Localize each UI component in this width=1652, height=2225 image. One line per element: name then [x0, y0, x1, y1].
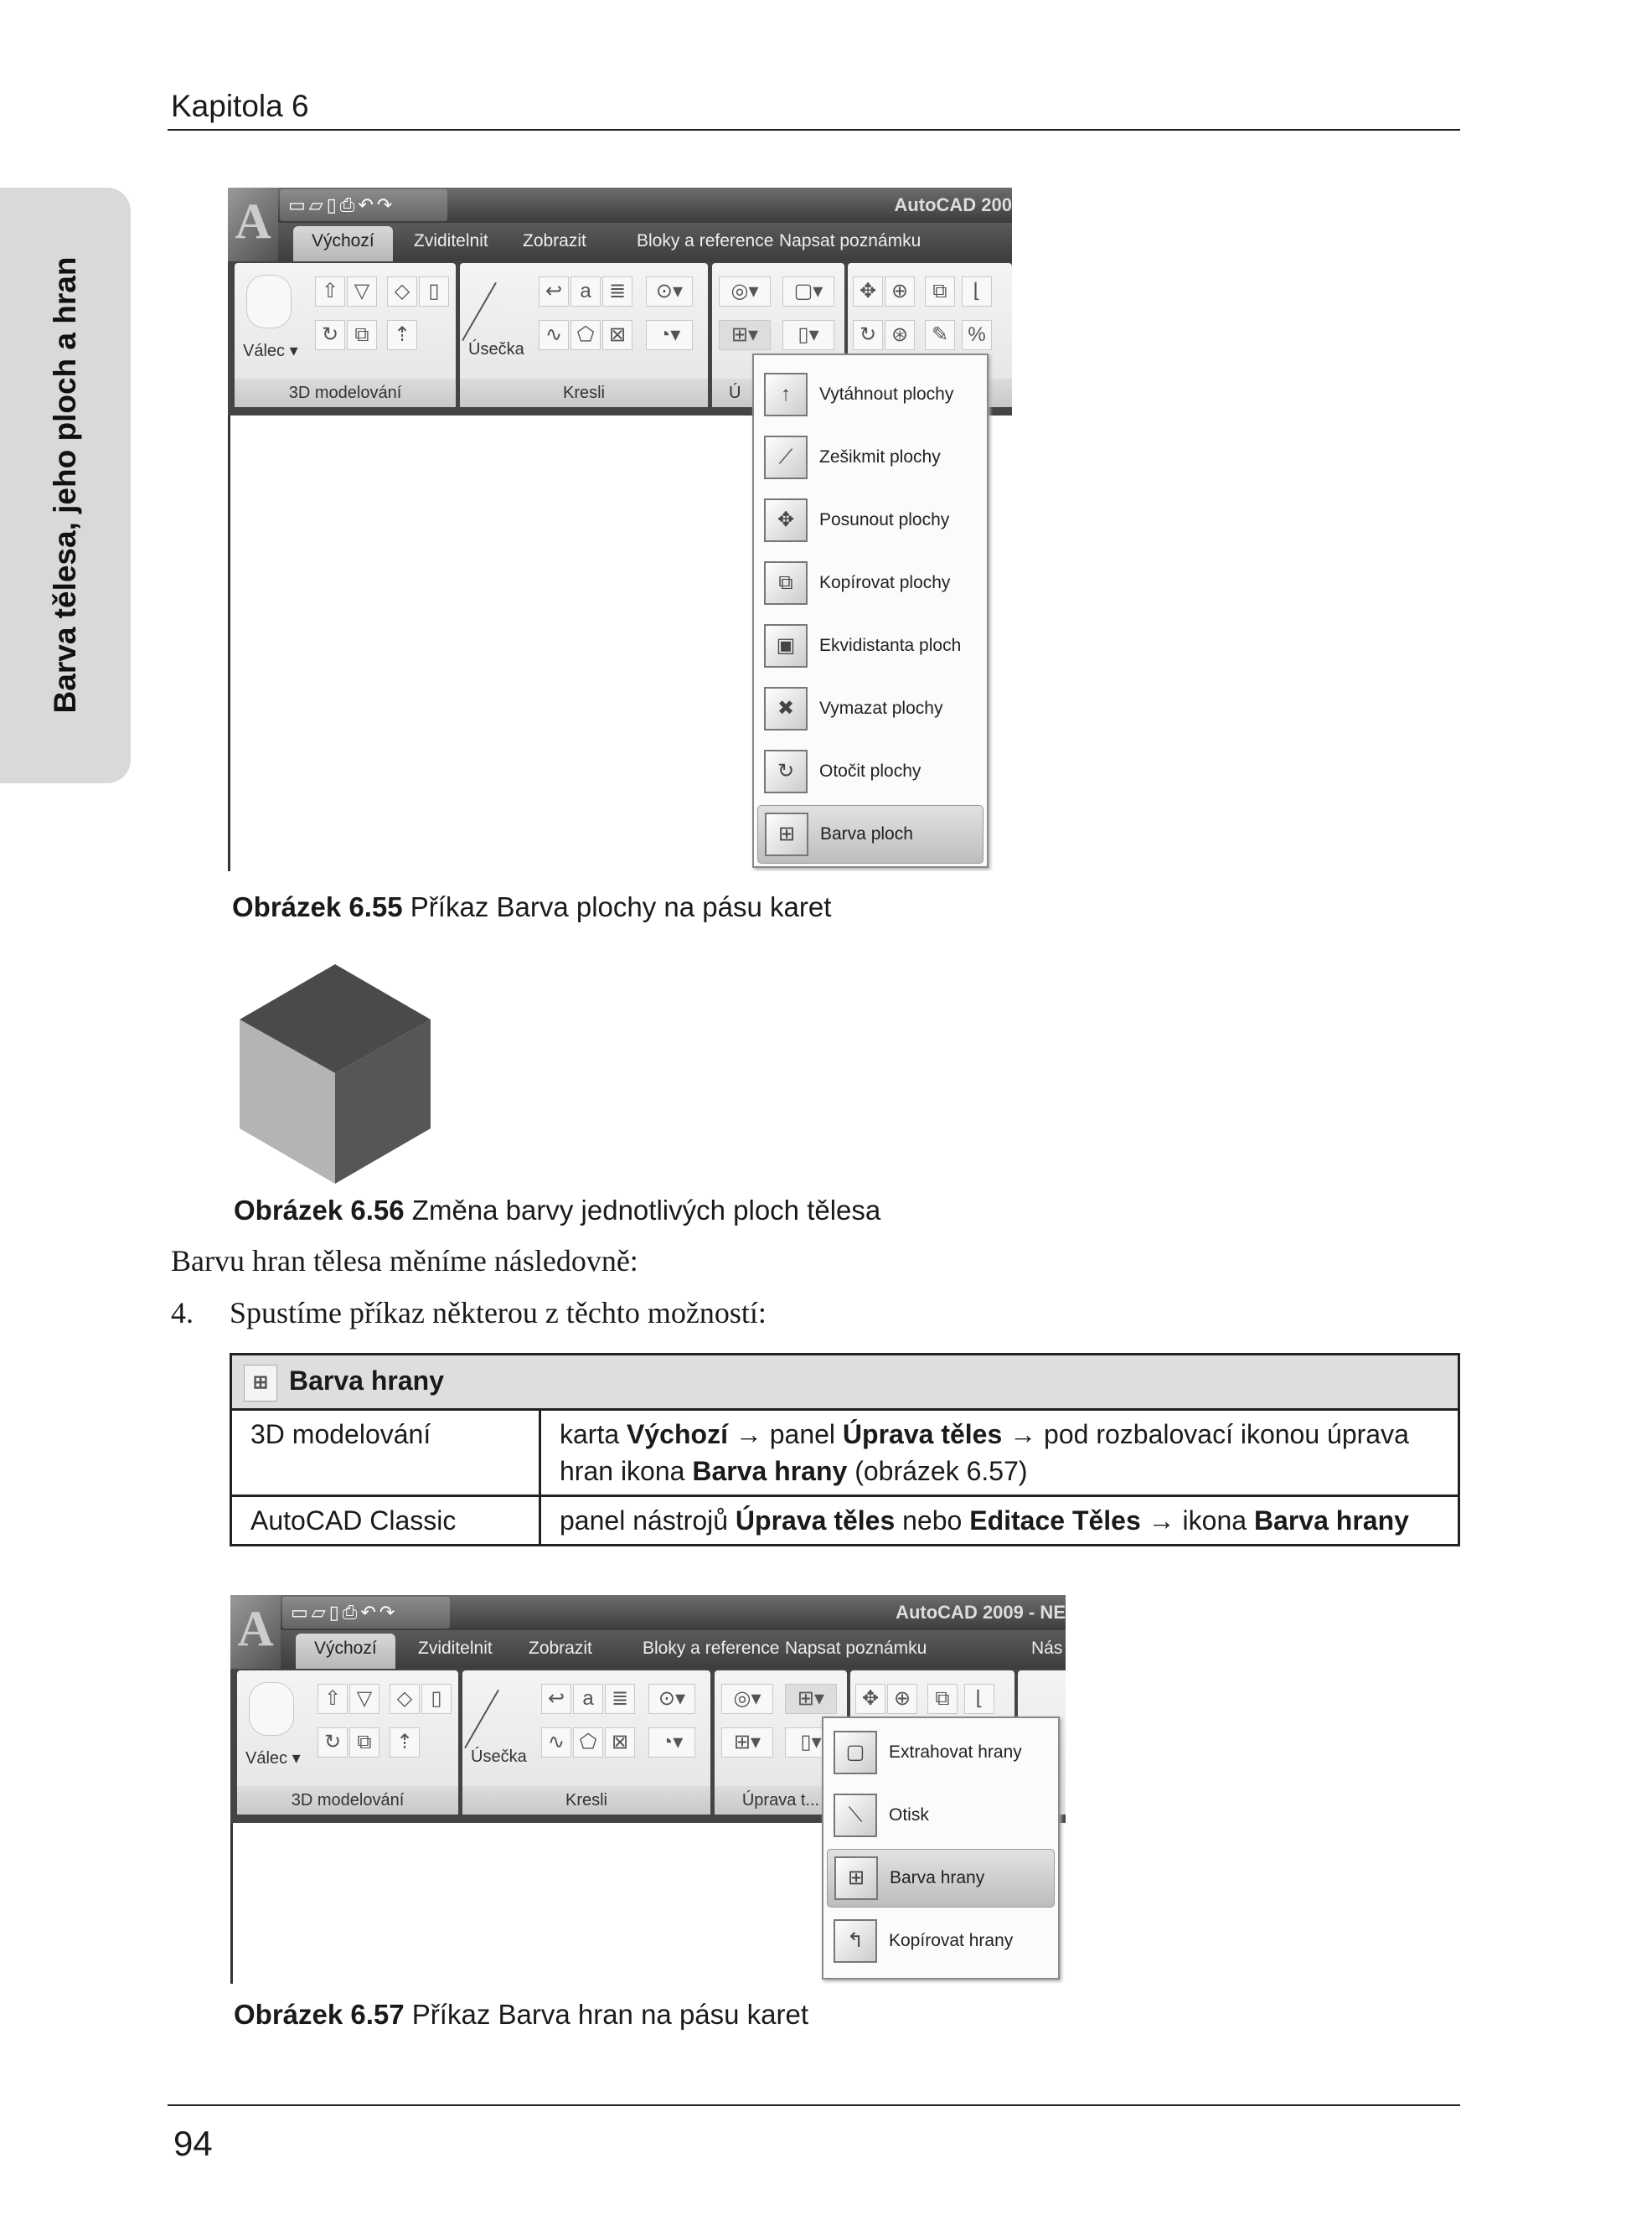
- 3d-move-icon[interactable]: ⊕: [887, 1684, 917, 1714]
- menu-item-extrahovat[interactable]: ▢ Extrahovat hrany: [827, 1723, 1055, 1782]
- face-edit-dropdown-icon[interactable]: ⊞▾: [721, 1727, 773, 1758]
- tab-napsat[interactable]: Napsat poznámku: [779, 231, 922, 250]
- panel-label[interactable]: Úprava t...: [715, 1786, 847, 1815]
- face-edit-menu: [752, 354, 989, 868]
- side-tab: [0, 188, 131, 783]
- menu-item-kopirovat[interactable]: ⧉ Kopírovat plochy: [757, 554, 983, 612]
- copy-icon[interactable]: ⧉: [927, 1684, 958, 1714]
- tab-zviditelnit[interactable]: Zviditelnit: [418, 1639, 493, 1658]
- path-cell: karta Výchozí → panel Úprava těles → pod rozbalovací ikonou úprava hran ikona Barva hrany (obrázek 6.57): [540, 1409, 1459, 1495]
- tab-zobrazit[interactable]: Zobrazit: [529, 1639, 592, 1658]
- color-edges-icon: ⊞: [834, 1856, 878, 1900]
- polygon-icon[interactable]: ⬠: [573, 1727, 603, 1758]
- quick-access-toolbar[interactable]: ▭▱▯⎙↶↷: [282, 1597, 450, 1629]
- panel-3d-modelovani: [235, 263, 456, 407]
- table-row: [231, 1495, 1459, 1545]
- extrude-icon[interactable]: ⇧: [315, 276, 345, 307]
- line-button[interactable]: Úsečka: [468, 340, 524, 359]
- copy-edges-icon: ↰: [834, 1919, 877, 1963]
- imprint-icon: ⟍: [834, 1794, 877, 1837]
- app-logo-icon[interactable]: A: [230, 1595, 281, 1670]
- title-bar: [228, 188, 1012, 223]
- figure-ribbon-edge-color: [230, 1595, 1066, 1984]
- hatch-icon[interactable]: ≣: [605, 1684, 635, 1714]
- tab-more[interactable]: Nás: [1031, 1639, 1063, 1658]
- interfere-icon[interactable]: ◎▾: [721, 1684, 773, 1714]
- move-faces-icon: ✥: [764, 498, 808, 542]
- presspull-icon[interactable]: ⇡: [390, 1727, 420, 1758]
- offset-faces-icon: ▣: [764, 624, 808, 668]
- tab-zviditelnit[interactable]: Zviditelnit: [414, 231, 488, 250]
- edge-edit-dropdown-icon[interactable]: ⊞▾: [785, 1684, 837, 1714]
- move-icon[interactable]: ✥: [853, 276, 883, 307]
- header-rule: [168, 129, 1460, 131]
- table-header: ⊞ Barva hrany: [231, 1355, 1459, 1410]
- app-logo-icon[interactable]: A: [228, 188, 278, 263]
- tab-zobrazit[interactable]: Zobrazit: [523, 231, 586, 250]
- union-icon[interactable]: ⧉: [347, 320, 377, 350]
- planar-icon[interactable]: ◇: [390, 1684, 420, 1714]
- footer-rule: [168, 2104, 1460, 2106]
- ribbon-tabs: [278, 223, 1012, 261]
- extract-edges-icon: ▢: [834, 1731, 877, 1774]
- edge-edit-menu: [822, 1717, 1060, 1980]
- delete-faces-icon: ✖: [764, 687, 808, 730]
- 3d-rotate-icon[interactable]: ⊛: [885, 320, 915, 350]
- loft-icon[interactable]: ▽: [347, 276, 377, 307]
- cylinder-dropdown[interactable]: Válec ▾: [245, 1749, 301, 1768]
- page-number: 94: [173, 2124, 213, 2163]
- body-paragraph: Barvu hran tělesa měníme následovně:: [171, 1244, 638, 1278]
- arc-dropdown-icon[interactable]: ◔▾: [648, 1727, 695, 1758]
- figure-caption: Obrázek 6.55 Příkaz Barva plochy na pásu karet: [232, 891, 832, 922]
- menu-item-barva-ploch[interactable]: ⊞ Barva ploch: [757, 805, 983, 864]
- menu-item-posunout[interactable]: ✥ Posunout plochy: [757, 491, 983, 550]
- cylinder-icon[interactable]: [249, 1682, 294, 1736]
- panel-label[interactable]: Kresli: [460, 379, 708, 407]
- separate-icon[interactable]: ▯▾: [785, 1727, 837, 1758]
- extrude-faces-icon: ↑: [764, 373, 808, 416]
- text-icon[interactable]: a: [570, 276, 601, 307]
- stretch-icon[interactable]: ⌊: [964, 1684, 994, 1714]
- figure-ribbon-face-color: [228, 188, 1012, 871]
- side-tab-label: Barva tělesa, jeho ploch a hran: [48, 256, 82, 714]
- circle-dropdown-icon[interactable]: ⊙▾: [646, 276, 693, 307]
- menu-item-otisk[interactable]: ⟍ Otisk: [827, 1786, 1055, 1845]
- scale-icon[interactable]: %: [962, 320, 992, 350]
- tab-vychozi[interactable]: Výchozí: [293, 226, 393, 261]
- step-text: Spustíme příkaz některou z těchto možností:: [230, 1296, 767, 1329]
- interfere-icon[interactable]: ◎▾: [719, 276, 771, 307]
- menu-item-vytahnout[interactable]: ↑ Vytáhnout plochy: [757, 365, 983, 424]
- tab-vychozi[interactable]: Výchozí: [296, 1634, 395, 1669]
- sweep-icon[interactable]: ▯: [421, 1684, 452, 1714]
- sweep-icon[interactable]: ▯: [419, 276, 449, 307]
- taper-faces-icon: ⟋: [764, 436, 808, 479]
- polyline-icon[interactable]: ↩: [541, 1684, 571, 1714]
- panel-label[interactable]: Kresli: [462, 1786, 710, 1815]
- face-edit-dropdown-icon[interactable]: ⊞▾: [719, 320, 771, 350]
- workspace-cell: 3D modelování: [231, 1409, 540, 1495]
- presspull-icon[interactable]: ⇡: [387, 320, 417, 350]
- tab-bloky[interactable]: Bloky a reference: [643, 1639, 780, 1658]
- line-icon[interactable]: [462, 282, 497, 341]
- line-button[interactable]: Úsečka: [471, 1747, 527, 1766]
- rotate-faces-icon: ↻: [764, 750, 808, 793]
- revolve-icon[interactable]: ↻: [315, 320, 345, 350]
- workspace-cell: AutoCAD Classic: [231, 1495, 540, 1545]
- tab-bloky[interactable]: Bloky a reference: [637, 231, 774, 250]
- planar-icon[interactable]: ◇: [387, 276, 417, 307]
- move-icon[interactable]: ✥: [855, 1684, 885, 1714]
- panel-label[interactable]: Ú: [712, 379, 844, 407]
- panel-kresli: [462, 1670, 710, 1815]
- menu-item-zesikmit[interactable]: ⟋ Zešikmit plochy: [757, 428, 983, 487]
- table-row: [231, 1409, 1459, 1495]
- hatch-icon[interactable]: ≣: [602, 276, 632, 307]
- cylinder-icon[interactable]: [246, 275, 292, 328]
- app-title: AutoCAD 2009 - NE: [896, 1602, 1066, 1623]
- step-number: 4.: [171, 1296, 194, 1329]
- title-bar: [230, 1595, 1066, 1630]
- spline-icon[interactable]: ∿: [541, 1727, 571, 1758]
- menu-item-kopirovat-hrany[interactable]: ↰ Kopírovat hrany: [827, 1912, 1055, 1970]
- command-table: [230, 1353, 1460, 1546]
- menu-item-otocit[interactable]: ↻ Otočit plochy: [757, 742, 983, 801]
- extrude-icon[interactable]: ⇧: [317, 1684, 348, 1714]
- menu-item-ekvidistanta[interactable]: ▣ Ekvidistanta ploch: [757, 617, 983, 675]
- figure-caption: Obrázek 6.57 Příkaz Barva hran na pásu karet: [234, 1999, 809, 2030]
- menu-item-barva-hrany[interactable]: ⊞ Barva hrany: [827, 1849, 1055, 1908]
- spline-icon[interactable]: ∿: [539, 320, 569, 350]
- rotate-icon[interactable]: ↻: [853, 320, 883, 350]
- stretch-icon[interactable]: ⌊: [962, 276, 992, 307]
- colored-cube-figure: [240, 964, 431, 1184]
- line-icon[interactable]: [464, 1690, 499, 1748]
- quick-access-toolbar[interactable]: ▭▱▯⎙↶↷: [280, 189, 447, 221]
- loft-icon[interactable]: ▽: [349, 1684, 379, 1714]
- figure-caption: Obrázek 6.56 Změna barvy jednotlivých ploch tělesa: [234, 1195, 881, 1226]
- edge-color-icon: ⊞: [244, 1365, 277, 1402]
- text-icon[interactable]: a: [573, 1684, 603, 1714]
- chapter-heading: Kapitola 6: [171, 89, 309, 123]
- circle-dropdown-icon[interactable]: ⊙▾: [648, 1684, 695, 1714]
- boundary-icon[interactable]: ⊠: [605, 1727, 635, 1758]
- cylinder-dropdown[interactable]: Válec ▾: [243, 342, 298, 360]
- app-title: AutoCAD 200: [894, 194, 1012, 215]
- polyline-icon[interactable]: ↩: [539, 276, 569, 307]
- pencil-icon[interactable]: ✎: [925, 320, 955, 350]
- color-faces-icon: ⊞: [765, 813, 808, 856]
- tab-napsat[interactable]: Napsat poznámku: [785, 1639, 927, 1658]
- panel-kresli: [460, 263, 708, 407]
- copy-icon[interactable]: ⧉: [925, 276, 955, 307]
- boundary-icon[interactable]: ⊠: [602, 320, 632, 350]
- revolve-icon[interactable]: ↻: [317, 1727, 348, 1758]
- panel-3d-modelovani: [237, 1670, 458, 1815]
- union-icon[interactable]: ⧉: [349, 1727, 379, 1758]
- copy-faces-icon: ⧉: [764, 561, 808, 605]
- separate-icon[interactable]: ▯▾: [782, 320, 834, 350]
- menu-item-vymazat[interactable]: ✖ Vymazat plochy: [757, 679, 983, 738]
- 3d-move-icon[interactable]: ⊕: [885, 276, 915, 307]
- path-cell: panel nástrojů Úprava těles nebo Editace Těles → ikona Barva hrany: [540, 1495, 1459, 1545]
- arc-dropdown-icon[interactable]: ◔▾: [646, 320, 693, 350]
- polygon-icon[interactable]: ⬠: [570, 320, 601, 350]
- panel-label[interactable]: 3D modelování: [235, 379, 456, 407]
- ribbon-tabs: [281, 1630, 1066, 1669]
- panel-label[interactable]: 3D modelování: [237, 1786, 458, 1815]
- slice-icon[interactable]: ▢▾: [782, 276, 834, 307]
